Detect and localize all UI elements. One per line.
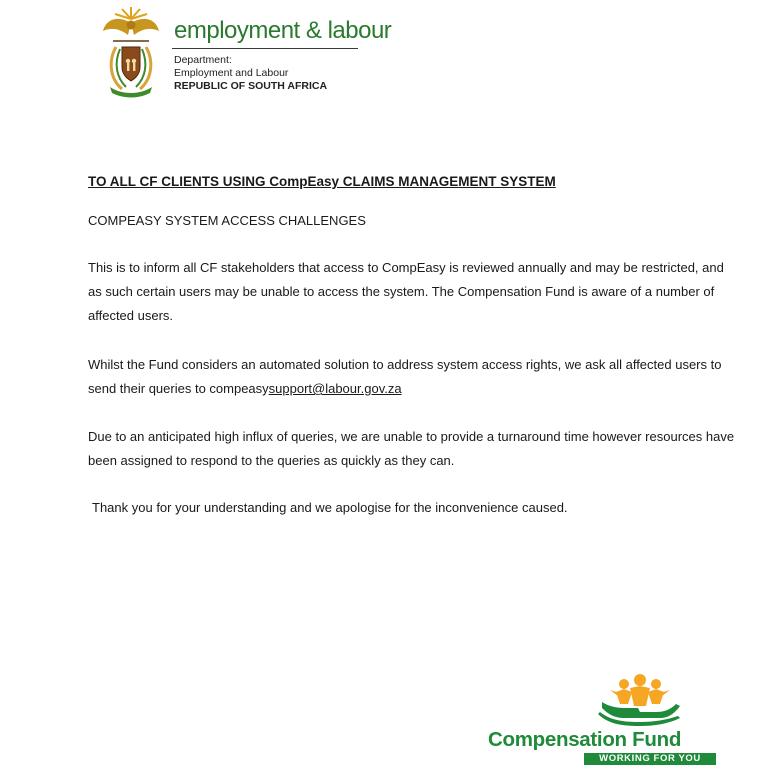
south-africa-coat-of-arms-icon	[100, 5, 162, 99]
paragraph-access-review: This is to inform all CF stakeholders that access to CompEasy is reviewed annually and may be restricted, and as such certain users may be unable to access the system. The Compensation Fund is aware of a number of affected users.	[88, 260, 724, 323]
notice-heading: TO ALL CF CLIENTS USING CompEasy CLAIMS MANAGEMENT SYSTEM	[88, 174, 556, 189]
compensation-fund-tagline: WORKING FOR YOU	[584, 753, 716, 765]
department-details	[174, 54, 327, 93]
paragraph-thanks: Thank you for your understanding and we apologise for the inconvenience caused.	[92, 500, 568, 515]
compensation-fund-name: Compensation Fund	[488, 728, 682, 751]
department-title: employment & labour	[174, 17, 392, 44]
country-name: REPUBLIC OF SOUTH AFRICA	[174, 80, 328, 92]
notice-subheading: COMPEASY SYSTEM ACCESS CHALLENGES	[88, 213, 366, 228]
letterhead-divider	[172, 48, 358, 49]
department-name: Employment and Labour	[174, 67, 289, 79]
compensation-fund-logo	[486, 674, 718, 768]
department-label: Department:	[174, 54, 232, 66]
support-instructions: Whilst the Fund considers an automated solution to address system access rights, we ask all affected users to send their queries to compeasy	[88, 357, 722, 396]
hand-with-people-icon	[594, 674, 686, 728]
support-email-link[interactable]: support@labour.gov.za	[268, 381, 402, 396]
paragraph-support-contact	[88, 353, 738, 401]
paragraph-turnaround: Due to an anticipated high influx of queries, we are unable to provide a turnaround time however resources have been assigned to respond to the queries as quickly as they can.	[88, 429, 735, 468]
